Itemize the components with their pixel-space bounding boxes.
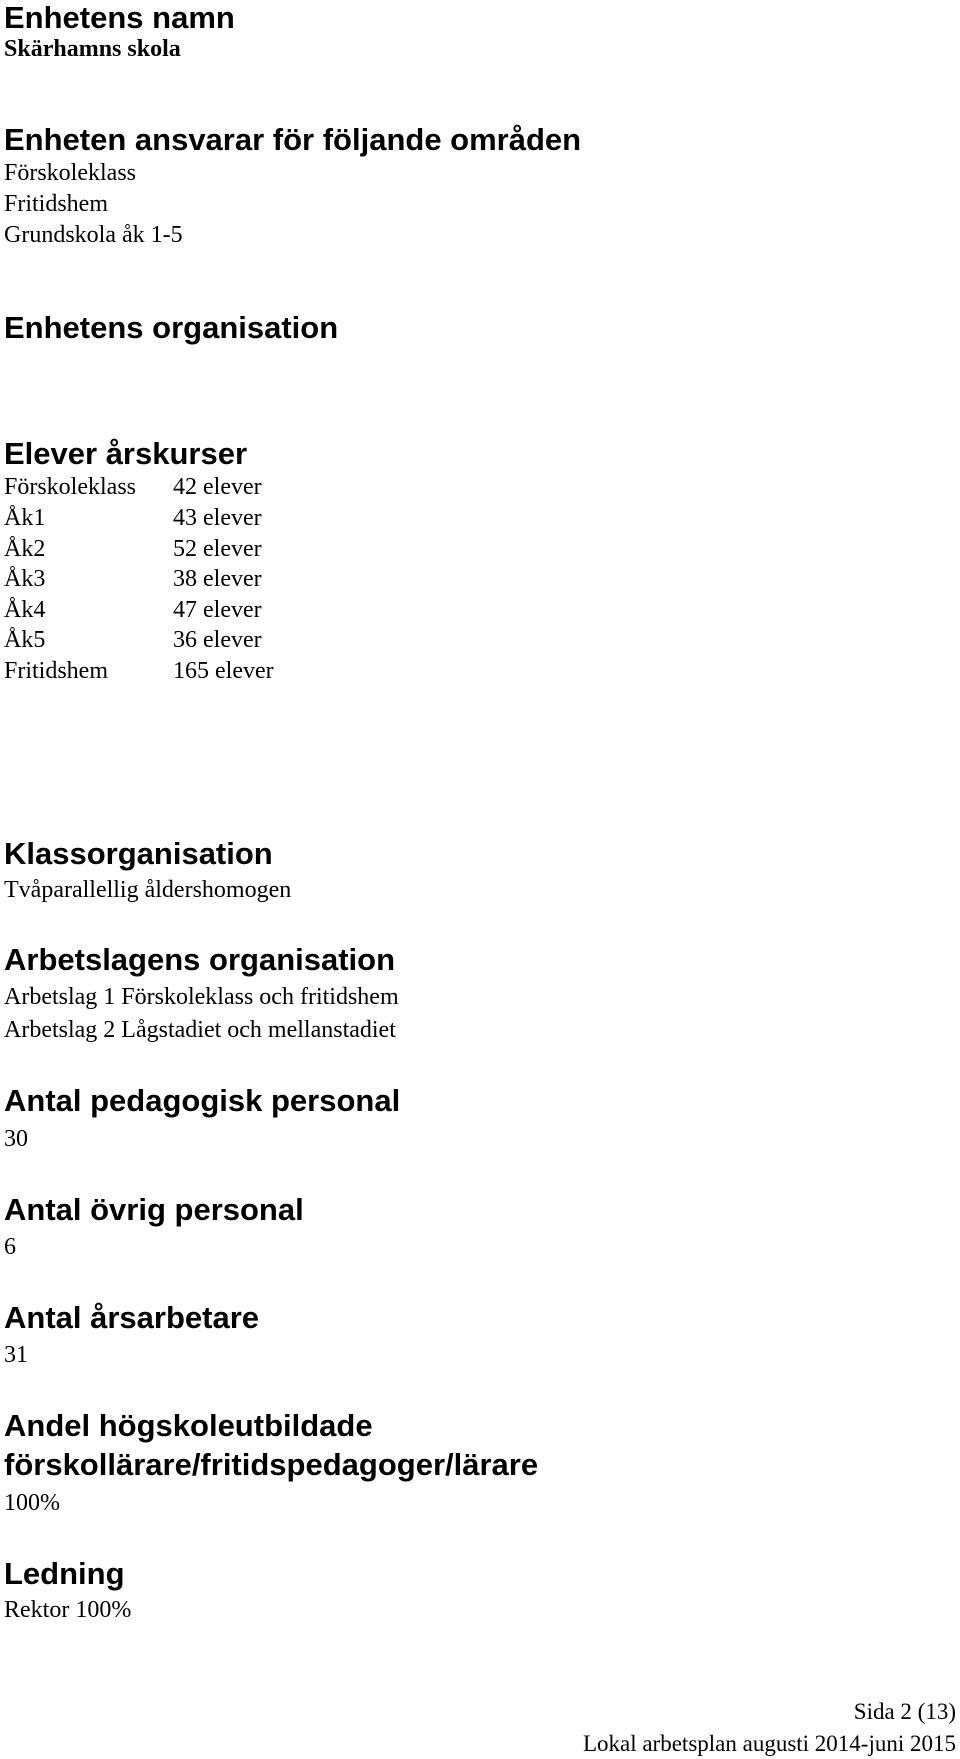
other-staff-heading: Antal övrig personal [4, 1192, 304, 1227]
pedagogical-staff-value: 30 [4, 1126, 28, 1152]
student-row-label: Fritidshem [4, 658, 109, 684]
student-row-label: Åk3 [4, 566, 46, 592]
student-row-value: 43 elever [173, 505, 262, 531]
student-row-value: 38 elever [173, 566, 262, 592]
classorg-text: Tvåparallellig åldershomogen [4, 877, 292, 903]
student-row-value: 165 elever [173, 658, 274, 684]
student-row-label: Åk5 [4, 627, 46, 653]
student-row-label: Förskoleklass [4, 474, 136, 500]
leadership-text: Rektor 100% [4, 1597, 132, 1623]
area-item: Fritidshem [4, 191, 109, 217]
student-row-value: 42 elever [173, 474, 262, 500]
unit-name: Skärhamns skola [4, 36, 181, 62]
student-row-label: Åk1 [4, 505, 46, 531]
footer-document-title: Lokal arbetsplan augusti 2014-juni 2015 [582, 1731, 956, 1756]
student-row-value: 47 elever [173, 597, 262, 623]
educated-heading-line2: förskollärare/fritidspedagoger/lärare [4, 1447, 539, 1482]
fte-value: 31 [4, 1342, 28, 1368]
unit-heading: Enhetens namn [4, 0, 235, 35]
student-row-label: Åk2 [4, 536, 46, 562]
team-item: Arbetslag 2 Lågstadiet och mellanstadiet [4, 1017, 396, 1043]
teams-heading: Arbetslagens organisation [4, 942, 396, 977]
student-row-value: 36 elever [173, 627, 262, 653]
students-heading: Elever årskurser [4, 436, 248, 471]
other-staff-value: 6 [4, 1234, 16, 1260]
team-item: Arbetslag 1 Förskoleklass och fritidshem [4, 984, 399, 1010]
area-item: Grundskola åk 1-5 [4, 222, 183, 248]
organisation-heading: Enhetens organisation [4, 310, 339, 345]
leadership-heading: Ledning [4, 1556, 125, 1591]
educated-heading-line1: Andel högskoleutbildade [4, 1408, 373, 1443]
area-item: Förskoleklass [4, 160, 136, 186]
footer-page-number: Sida 2 (13) [853, 1699, 956, 1724]
pedagogical-staff-heading: Antal pedagogisk personal [4, 1083, 401, 1118]
areas-heading: Enheten ansvarar för följande områden [4, 122, 582, 157]
fte-heading: Antal årsarbetare [4, 1300, 260, 1335]
student-row-value: 52 elever [173, 536, 262, 562]
educated-value: 100% [4, 1490, 60, 1516]
classorg-heading: Klassorganisation [4, 836, 273, 871]
student-row-label: Åk4 [4, 597, 46, 623]
